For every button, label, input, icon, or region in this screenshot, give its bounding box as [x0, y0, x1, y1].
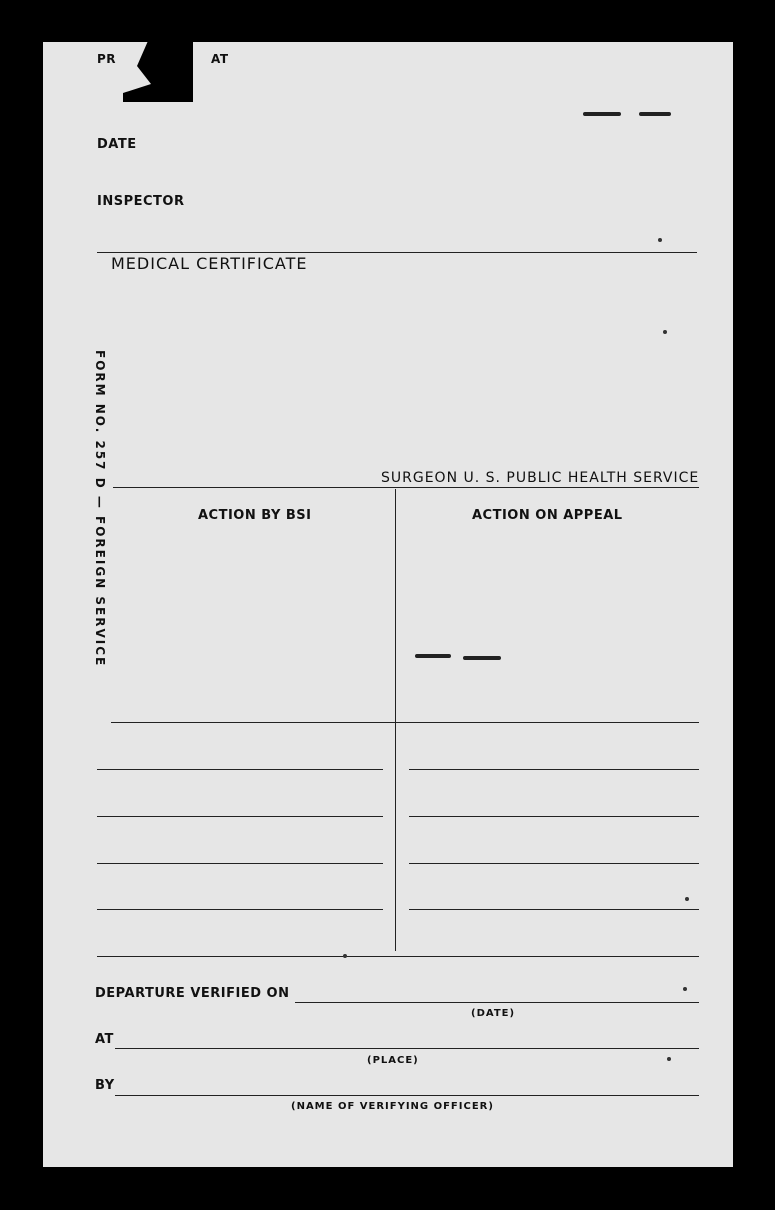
surgeon-signature-caption: SURGEON U. S. PUBLIC HEALTH SERVICE	[381, 470, 700, 486]
medical-divider	[113, 487, 699, 488]
place-caption: (PLACE)	[367, 1055, 419, 1066]
departure-verified-label: DEPARTURE VERIFIED ON	[95, 986, 290, 1001]
verifying-officer-line	[115, 1095, 699, 1096]
bsi-entry-line	[97, 816, 383, 817]
appeal-entry-line	[409, 863, 699, 864]
torn-corner	[123, 42, 193, 102]
actions-bottom-line	[97, 956, 699, 957]
departure-place-line	[115, 1048, 699, 1049]
appeal-entry-line	[409, 816, 699, 817]
staple-mark	[639, 112, 671, 116]
departure-by-label: BY	[95, 1078, 115, 1093]
medical-certificate-title: MEDICAL CERTIFICATE	[111, 254, 308, 273]
appeal-entry-line	[409, 769, 699, 770]
officer-caption: (NAME OF VERIFYING OFFICER)	[291, 1101, 494, 1112]
action-row-line	[111, 722, 699, 723]
speck	[658, 238, 662, 242]
bsi-entry-line	[97, 863, 383, 864]
header-divider	[97, 252, 697, 253]
appeal-entry-line	[409, 909, 699, 910]
speck	[685, 897, 689, 901]
action-column-divider	[395, 489, 396, 951]
staple-mark	[583, 112, 621, 116]
bsi-entry-line	[97, 769, 383, 770]
inspector-label: INSPECTOR	[97, 194, 185, 209]
pr-label: PR	[97, 52, 117, 66]
form-number-side-text: FORM NO. 257 D — FOREIGN SERVICE	[93, 350, 107, 668]
speck	[683, 987, 687, 991]
at-label: AT	[211, 52, 229, 66]
staple-mark	[415, 654, 451, 658]
medical-certificate-form	[43, 42, 733, 1167]
action-by-bsi-header: ACTION BY BSI	[198, 508, 312, 523]
speck	[343, 954, 347, 958]
date-label: DATE	[97, 137, 137, 152]
speck	[667, 1057, 671, 1061]
date-caption: (DATE)	[471, 1008, 516, 1019]
departure-at-label: AT	[95, 1032, 114, 1047]
speck	[663, 330, 667, 334]
bsi-entry-line	[97, 909, 383, 910]
action-on-appeal-header: ACTION ON APPEAL	[472, 508, 623, 523]
departure-date-line	[295, 1002, 699, 1003]
staple-mark	[463, 656, 501, 660]
